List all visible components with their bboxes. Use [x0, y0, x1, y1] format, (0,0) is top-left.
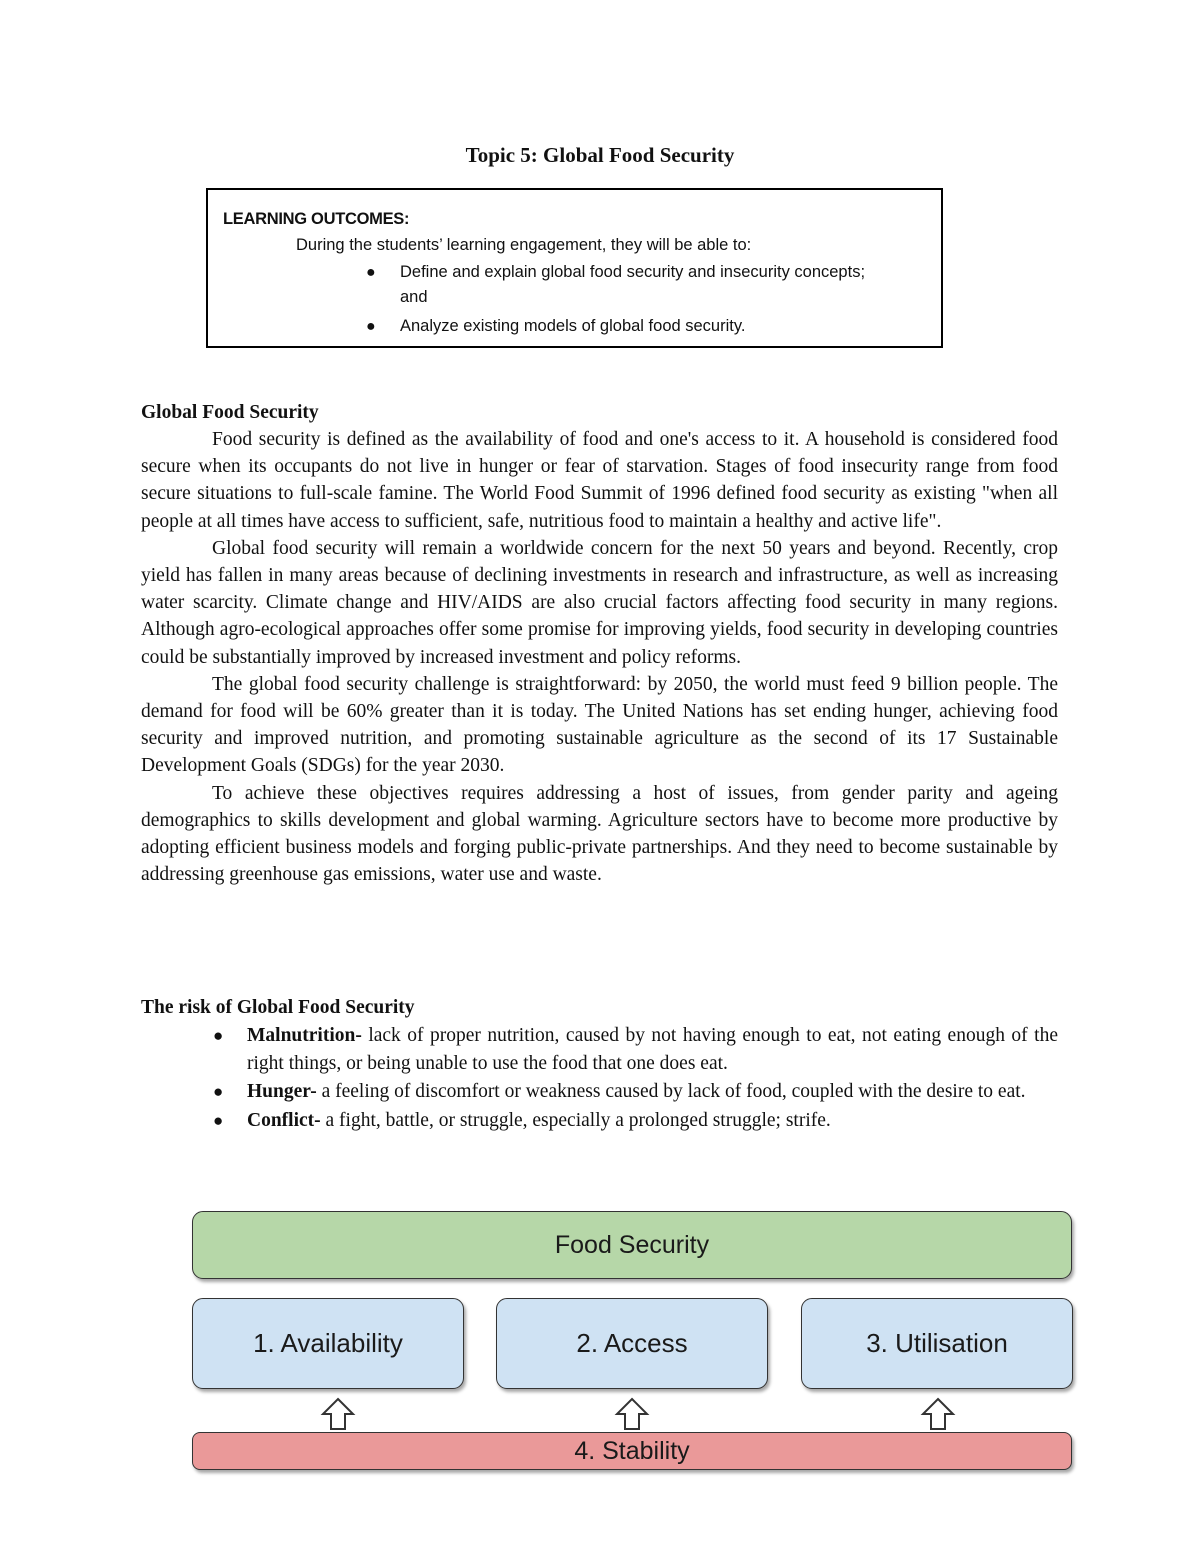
diagram-availability-box: 1. Availability — [192, 1298, 464, 1389]
paragraph: Global food security will remain a worldwide concern for the next 50 years and beyond. Recently, crop yield has fallen in many areas because of declining investments in research and infrastructure, as well as increasing water scarcity. Climate change and HIV/AIDS are also crucial factors affecting food security in many regions. Although agro-ecological approaches offer some promise for improving yields, food security in developing countries could be substantially improved by increased investment and policy reforms. — [141, 537, 1058, 668]
list-item — [366, 260, 886, 310]
outcome-text: Analyze existing models of global food security. — [400, 317, 746, 335]
paragraph: To achieve these objectives requires addressing a host of issues, from gender parity and ageing demographics to skills development and global warming. Agriculture sectors have to become more productive by adopting efficient business models and forging public-private partnerships. And they need to become sustainable by addressing greenhouse gas emissions, water use and waste. — [141, 782, 1058, 886]
learning-outcomes-list — [366, 260, 886, 343]
diagram-stability-box: 4. Stability — [192, 1432, 1072, 1470]
global-food-security-body — [141, 426, 1058, 888]
up-arrow-icon — [614, 1397, 650, 1431]
food-security-diagram — [186, 1205, 1082, 1485]
risk-definition: lack of proper nutrition, caused by not having enough to eat, not eating enough of the right things, or being unable to use the food that one does eat. — [247, 1025, 1058, 1074]
learning-outcomes-heading: LEARNING OUTCOMES: — [223, 210, 410, 228]
risk-list — [141, 1022, 1058, 1135]
diagram-utilisation-box: 3. Utilisation — [801, 1298, 1073, 1389]
bullet-icon: ● — [366, 264, 376, 281]
risk-definition: a feeling of discomfort or weakness caused by lack of food, coupled with the desire to eat. — [316, 1081, 1026, 1102]
bullet-icon: ● — [213, 1110, 224, 1130]
list-item — [141, 1107, 1058, 1135]
bullet-icon: ● — [213, 1082, 224, 1101]
learning-outcomes-box — [206, 188, 943, 348]
paragraph: The global food security challenge is straightforward: by 2050, the world must feed 9 billion people. The demand for food will be 60% greater than it is today. The United Nations has set ending hunger, achieving food security and improved nutrition, and promoting sustainable agriculture as the second of its 17 Sustainable Development Goals (SDGs) for the year 2030. — [141, 673, 1058, 777]
risk-term: Malnutrition- — [247, 1025, 362, 1046]
learning-outcomes-intro: During the students’ learning engagement, they will be able to: — [296, 236, 752, 254]
list-item — [141, 1022, 1058, 1077]
paragraph: Food security is defined as the availability of food and one's access to it. A household is considered food secure when its occupants do not live in hunger or fear of starvation. Stages of food insecurity range from food secure situations to full-scale famine. The World Food Summit of 1996 defined food security as existing "when all people at all times have access to sufficient, safe, nutritious food to maintain a healthy and active life". — [141, 429, 1058, 532]
up-arrow-icon — [920, 1397, 956, 1431]
section-heading-global-food-security: Global Food Security — [141, 402, 319, 423]
up-arrow-icon — [320, 1397, 356, 1431]
list-item — [141, 1078, 1058, 1106]
section-heading-risks: The risk of Global Food Security — [141, 997, 415, 1018]
page-title: Topic 5: Global Food Security — [465, 143, 735, 167]
outcome-text: Define and explain global food security and insecurity concepts; and — [400, 263, 866, 306]
risk-definition: a fight, battle, or struggle, especially a prolonged struggle; strife. — [320, 1109, 831, 1131]
diagram-access-box: 2. Access — [496, 1298, 768, 1389]
risk-term: Hunger- — [247, 1081, 317, 1102]
list-item — [366, 314, 886, 339]
bullet-icon: ● — [213, 1026, 224, 1045]
risk-term: Conflict- — [247, 1109, 321, 1131]
diagram-food-security-box: Food Security — [192, 1211, 1072, 1279]
bullet-icon: ● — [366, 318, 376, 335]
